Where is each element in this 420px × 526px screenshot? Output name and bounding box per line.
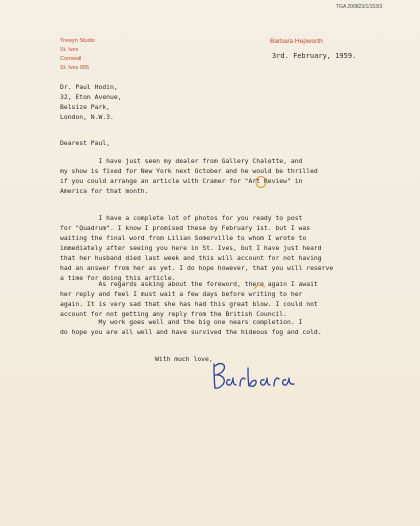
text-line: immediately after seeing you here in St. Ives, but I have just heard — [60, 244, 322, 252]
text-line: for "Quadrum". I know I promised these by February 1st. but I was — [60, 224, 311, 232]
text-line: a time for doing this article. — [60, 274, 176, 282]
letterhead-line: Trewyn Studio — [60, 38, 95, 44]
text-line: that her husband died last week and this will account for not having — [60, 254, 322, 262]
closing: With much love, — [155, 355, 213, 363]
paragraph-4 — [60, 317, 322, 337]
address-line: 32, Eton Avenue, — [60, 93, 122, 101]
annotation-circle-mark — [254, 175, 268, 189]
text-line: I have just seen my dealer from Gallery Chalette, and — [60, 157, 303, 165]
letterhead-name: Barbara Hepworth — [270, 38, 323, 45]
archive-reference: TGA 200823/1/153/3 — [336, 4, 383, 10]
text-line: account for not getting any reply from the British Council. — [60, 310, 288, 318]
paragraph-2 — [60, 213, 333, 283]
address-line: Belsize Park, — [60, 103, 111, 111]
letterhead-line: St. Ives — [60, 47, 79, 53]
handwritten-signature — [208, 358, 318, 398]
recipient-address — [60, 82, 122, 122]
annotation-caret-mark — [252, 283, 268, 292]
address-line: Dr. Paul Hodin, — [60, 83, 118, 91]
salutation: Dearest Paul, — [60, 139, 111, 147]
text-line: As regards asking about the foreword, there again I await — [60, 280, 318, 288]
text-line: again. It is very sad that she has had this great blow. I could not — [60, 300, 318, 308]
text-line: America for that month. — [60, 187, 149, 195]
paragraph-1 — [60, 156, 318, 196]
letterhead-address — [60, 37, 95, 73]
paragraph-3 — [60, 279, 318, 319]
text-line: do hope you are all well and have survived the hideous fog and cold. — [60, 328, 322, 336]
text-line: her reply and feel I must wait a few days before writing to her — [60, 290, 303, 298]
letter-date: 3rd. February, 1959. — [272, 52, 357, 60]
text-line: My work goes well and the big one nears completion. I — [60, 318, 303, 326]
letterhead-line: St. Ives 905 — [60, 65, 90, 71]
address-line: London, N.W.3. — [60, 113, 114, 121]
text-line: had an answer from her as yet. I do hope however, that you will reserve — [60, 264, 334, 272]
text-line: I have a complete lot of photos for you ready to post — [60, 214, 303, 222]
letterhead-line: Cornwall — [60, 56, 82, 62]
text-line: waiting the final word from Lilian Somerville to whom I wrote to — [60, 234, 307, 242]
text-line: my show is fixed for New York next October and he would be thrilled — [60, 167, 318, 175]
text-line: if you could arrange an article with Cramer for "Art Review" in — [60, 177, 303, 185]
